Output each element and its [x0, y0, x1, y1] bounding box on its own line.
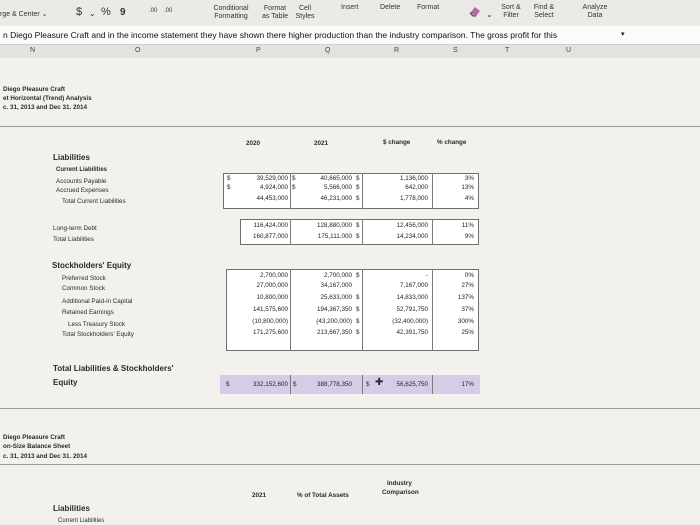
cell-ae-2021[interactable]: 5,566,000: [323, 184, 352, 191]
dollar-sign: $: [292, 184, 296, 191]
dollar-sign: $: [356, 306, 360, 313]
column-header-u[interactable]: U: [566, 47, 572, 54]
find-select-button[interactable]: Find & Select: [533, 4, 555, 19]
cell-apic-change[interactable]: 14,833,000: [396, 294, 428, 301]
cell-cs-2021[interactable]: 34,167,000: [320, 282, 352, 289]
row-label-retained-earnings: Retained Earnings: [62, 309, 114, 316]
column-headers: [0, 45, 700, 59]
chevron-down-icon[interactable]: ⌄: [89, 9, 96, 18]
column-header-r[interactable]: R: [394, 47, 400, 54]
percent-button[interactable]: %: [101, 6, 111, 18]
cell-ts-pct[interactable]: 300%: [457, 318, 474, 325]
report-period-2: c. 31, 2013 and Dec 31. 2014: [3, 453, 88, 460]
cell-tl-2020[interactable]: 160,877,000: [252, 233, 288, 240]
grid-line: [290, 219, 291, 245]
row-divider: [0, 126, 700, 127]
merge-center-button[interactable]: [0, 11, 48, 19]
cell-apic-2020[interactable]: 10,800,000: [256, 294, 288, 301]
cell-ap-2020[interactable]: 39,529,000: [256, 175, 288, 182]
row-label-long-term-debt: Long-term Debt: [53, 225, 97, 232]
decrease-decimal-button[interactable]: [164, 7, 172, 15]
column-header-n[interactable]: N: [30, 47, 36, 54]
cell-tcl-2021[interactable]: 46,231,000: [320, 195, 352, 202]
cell-styles-button[interactable]: Cell Styles: [295, 5, 315, 20]
cell-ts-2020[interactable]: (10,800,000): [252, 318, 288, 325]
column-header-q[interactable]: Q: [325, 47, 331, 54]
sort-filter-button[interactable]: Sort & Filter: [501, 4, 521, 19]
cell-cs-change[interactable]: 7,167,000: [399, 282, 428, 289]
cell-ap-pct[interactable]: 3%: [464, 175, 474, 182]
total-label-line1: Total Liabilities & Stockholders': [53, 364, 174, 373]
expand-formula-bar-icon[interactable]: ▾: [621, 31, 625, 38]
cell-tcl-pct[interactable]: 4%: [464, 195, 474, 202]
column-header-s[interactable]: S: [453, 47, 458, 54]
column-header-p[interactable]: P: [256, 47, 261, 54]
grid-line: [362, 269, 363, 351]
cell-ts-change[interactable]: (32,400,000): [392, 318, 428, 325]
grid-line: [362, 375, 363, 394]
currency-button[interactable]: $: [76, 6, 83, 18]
row-label-common-stock: Common Stock: [62, 285, 106, 292]
cell-te-change[interactable]: 42,391,750: [396, 329, 428, 336]
cell-te-pct[interactable]: 25%: [461, 329, 474, 336]
cell-ltd-change[interactable]: 12,456,000: [396, 222, 428, 229]
report-subtitle: et Horizontal (Trend) Analysis: [3, 95, 92, 102]
chevron-down-icon[interactable]: ⌄: [41, 11, 48, 18]
dollar-sign: $: [356, 195, 360, 202]
formula-text: n Diego Pleasure Craft and in the income statement they have shown there higher production than the industry comparison. The gross profit for this: [3, 30, 558, 40]
grid-line: [432, 173, 433, 209]
cell-ltd-2020[interactable]: 116,424,000: [253, 222, 288, 229]
conditional-formatting-button[interactable]: Conditional Formatting: [213, 5, 249, 20]
format-as-table-button[interactable]: Format as Table: [262, 5, 288, 20]
row-divider: [0, 408, 700, 409]
analyze-data-button[interactable]: Analyze Data: [582, 4, 608, 19]
dollar-sign: $: [227, 184, 231, 191]
cell-total-pct[interactable]: 17%: [461, 381, 474, 388]
cell-tl-change[interactable]: 14,234,000: [396, 233, 428, 240]
insert-button[interactable]: Insert: [341, 4, 359, 11]
cell-ae-2020[interactable]: 4,924,000: [259, 184, 288, 191]
increase-decimal-button[interactable]: [149, 7, 157, 15]
cell-total-2020[interactable]: 332,152,600: [252, 381, 288, 388]
cell-cs-pct[interactable]: 27%: [461, 282, 474, 289]
col-heading-industry-2: Comparison: [382, 489, 419, 496]
cell-ps-2021[interactable]: 2,700,000: [323, 272, 352, 279]
dollar-sign: $: [293, 381, 297, 388]
cell-ltd-pct[interactable]: 11%: [461, 222, 474, 229]
dollar-sign: $: [356, 294, 360, 301]
dollar-sign: $: [226, 381, 230, 388]
dollar-sign: $: [356, 184, 360, 191]
col-heading-2020: 2020: [246, 140, 261, 147]
company-name: Diego Pleasure Craft: [3, 86, 65, 93]
cell-tcl-2020[interactable]: 44,453,000: [256, 195, 288, 202]
grid-line: [290, 375, 291, 394]
cell-te-2021[interactable]: 213,667,350: [316, 329, 352, 336]
row-label-total-current: Total Current Liabilities: [62, 198, 126, 205]
row-label-total-equity: Total Stockholders' Equity: [62, 331, 134, 338]
grid-line: [432, 375, 433, 394]
cell-cs-2020[interactable]: 27,000,000: [256, 282, 288, 289]
chevron-down-icon[interactable]: ⌄: [486, 10, 493, 19]
col-heading-pct-change: % change: [437, 139, 467, 146]
cell-total-change[interactable]: 56,625,750: [396, 381, 428, 388]
format-button[interactable]: Format: [417, 4, 440, 11]
col-heading-2021: 2021: [314, 140, 329, 147]
merge-center-label: rge & Center: [0, 11, 40, 18]
dollar-sign: $: [292, 175, 296, 182]
worksheet[interactable]: [0, 58, 700, 525]
grid-line: [432, 269, 433, 351]
cell-te-2020[interactable]: 171,275,600: [252, 329, 288, 336]
grid-line: [290, 173, 291, 209]
cell-tl-pct[interactable]: 9%: [464, 233, 474, 240]
liabilities-heading: Liabilities: [53, 153, 90, 162]
cell-total-2021[interactable]: 388,778,350: [316, 381, 352, 388]
row-divider: [0, 464, 700, 465]
current-liabilities-heading: Current Liabilities: [56, 167, 108, 173]
cursor-crosshair-icon: ✚: [375, 377, 384, 388]
eraser-icon[interactable]: [468, 5, 482, 20]
cell-ps-2020[interactable]: 2,700,000: [259, 272, 288, 279]
increase-decimal-label: .00: [149, 8, 158, 14]
total-label-line2: Equity: [53, 378, 78, 387]
dollar-sign: $: [356, 272, 360, 279]
cell-re-change[interactable]: 52,791,750: [396, 306, 428, 313]
cell-ae-pct[interactable]: 13%: [461, 184, 474, 191]
cell-ap-change[interactable]: 1,136,000: [399, 175, 428, 182]
dollar-sign: $: [366, 381, 370, 388]
cell-re-2020[interactable]: 141,575,600: [252, 306, 288, 313]
cell-ltd-2021[interactable]: 128,880,000: [316, 222, 352, 229]
col-heading-industry-1: Industry: [387, 480, 412, 487]
dollar-sign: $: [356, 329, 360, 336]
cell-tcl-change[interactable]: 1,778,000: [399, 195, 428, 202]
cell-re-2021[interactable]: 194,367,350: [316, 306, 352, 313]
grid-line: [362, 173, 363, 209]
dollar-sign: $: [356, 222, 360, 229]
grid-line: [290, 269, 291, 351]
cell-re-pct[interactable]: 37%: [461, 306, 474, 313]
equity-heading: Stockholders' Equity: [52, 261, 132, 270]
cell-apic-2021[interactable]: 25,633,000: [320, 294, 352, 301]
delete-button[interactable]: Delete: [380, 4, 401, 11]
col-heading-2021-b: 2021: [252, 492, 267, 499]
cell-ap-2021[interactable]: 40,665,000: [320, 175, 352, 182]
cell-ps-pct[interactable]: 0%: [464, 272, 474, 279]
dollar-sign: $: [227, 175, 231, 182]
row-label-preferred-stock: Preferred Stock: [62, 275, 106, 282]
row-label-accrued-expenses: Accrued Expenses: [56, 187, 109, 194]
col-heading-pct-total-assets: % of Total Assets: [297, 492, 349, 499]
grid-line: [432, 219, 433, 245]
cell-ts-2021[interactable]: (43,200,000): [316, 318, 352, 325]
column-header-o[interactable]: O: [135, 47, 141, 54]
report-period: c. 31, 2013 and Dec 31. 2014: [3, 104, 88, 111]
cell-tl-2021[interactable]: 175,111,000: [317, 233, 352, 240]
cell-ae-change[interactable]: 642,000: [405, 184, 428, 191]
dollar-sign: $: [356, 175, 360, 182]
report-subtitle-2: on-Size Balance Sheet: [3, 443, 71, 450]
liabilities-heading-2: Liabilities: [53, 504, 90, 513]
grid-line: [362, 219, 363, 245]
cell-ps-change[interactable]: -: [425, 272, 428, 279]
current-liabilities-heading-2: Current Liabilities: [58, 518, 105, 522]
dollar-sign: $: [356, 318, 360, 325]
cell-apic-pct[interactable]: 137%: [457, 294, 474, 301]
row-label-total-liabilities: Total Liabilities: [53, 236, 94, 243]
comma-style-button[interactable]: 9: [120, 7, 126, 18]
dollar-sign: $: [356, 233, 360, 240]
excel-ribbon: [0, 0, 700, 27]
col-heading-dollar-change: $ change: [383, 139, 411, 146]
row-label-accounts-payable: Accounts Payable: [56, 178, 107, 185]
decrease-decimal-label: .00: [164, 8, 173, 14]
row-label-treasury-stock: Less Treasury Stock: [68, 321, 126, 328]
company-name-2: Diego Pleasure Craft: [3, 434, 65, 441]
formula-bar[interactable]: [0, 26, 700, 45]
row-label-additional-paid-in-capital: Additional Paid-in Capital: [62, 298, 133, 305]
column-header-t[interactable]: T: [505, 47, 510, 54]
